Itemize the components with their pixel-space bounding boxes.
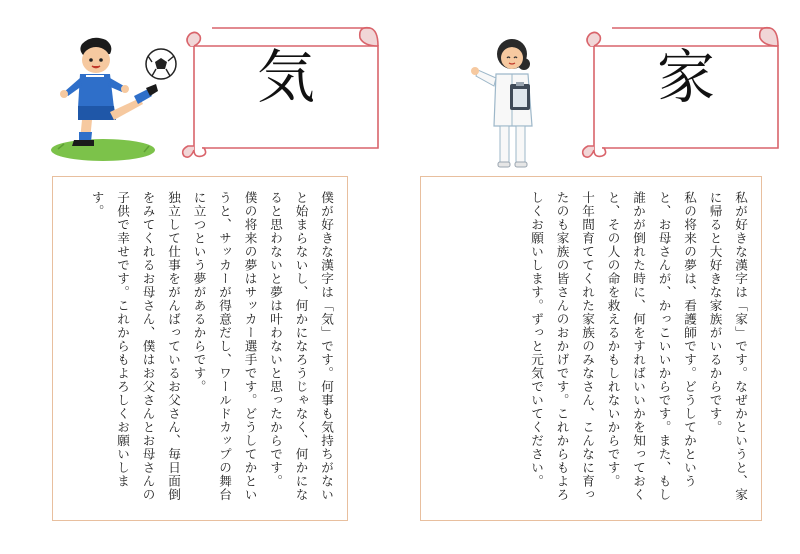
essay-paragraph: 私が好きな漢字は「家」です。なぜかというと、家に帰ると大好きな家族がいるからです。 bbox=[707, 191, 748, 502]
kanji-title: 気 bbox=[256, 43, 315, 111]
kanji-scroll-banner bbox=[180, 16, 392, 162]
nurse-illustration bbox=[468, 34, 558, 170]
essay-paragraph: 僕の将来の夢はサッカー選手です。どうしてかというと、サッカーが得意だし、ワールドカップの舞台に立つという夢があるからです。 bbox=[191, 191, 258, 502]
right-panel bbox=[400, 0, 800, 554]
soccer-player-illustration bbox=[48, 34, 178, 164]
kanji-scroll-banner bbox=[580, 16, 792, 162]
essay-box bbox=[52, 176, 348, 521]
essay-paragraph: 私の将来の夢は、看護師です。どうしてかというと、お母さんが、かっこいいからです。また、もし誰かが倒れた時に、何をすればいいかを知っておくと、その人の命を救えるかもしれないからです。 bbox=[605, 191, 697, 502]
essay-text bbox=[431, 191, 753, 510]
essay-paragraph: 独立して仕事をがんばっているお父さん、毎日面倒をみてくれるお母さん、僕はお父さんとお母さんの子供で幸せです。これからもよろしくお願いします。 bbox=[89, 191, 181, 502]
essay-paragraph: 十年間育ててくれた家族のみなさん、こんなに育ったのも家族の皆さんのおかげです。これからもよろしくお願いします。ずっと元気でいてください。 bbox=[529, 191, 595, 502]
essay-text bbox=[63, 191, 339, 510]
kanji-title: 家 bbox=[656, 43, 715, 111]
essay-paragraph: 僕が好きな漢字は「気」です。何事も気持ちがないと始まらないし、何かになろうじゃなく、何かになると思わないと夢は叶わないと思ったからです。 bbox=[268, 191, 334, 502]
essay-box bbox=[420, 176, 762, 521]
